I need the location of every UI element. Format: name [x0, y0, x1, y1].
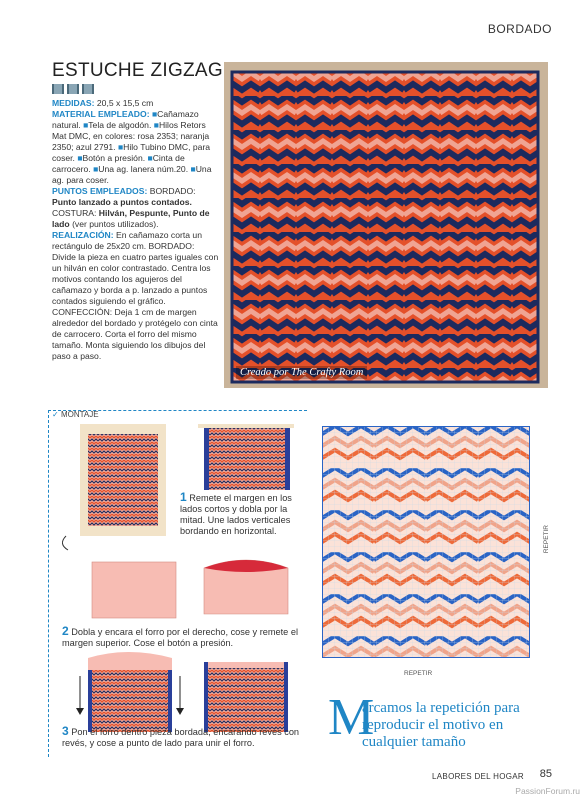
- puntos-bordado: Punto lanzado a puntos contados.: [52, 197, 192, 207]
- step3-assembly: [76, 652, 184, 732]
- difficulty-rating: [52, 84, 94, 94]
- step2-lining-folded: [204, 560, 288, 614]
- puntos-costura: Hilván, Pespunte, Punto de lado: [52, 208, 210, 229]
- spool-icon: [82, 84, 94, 94]
- material-item: Cinta de carrocero.: [52, 153, 185, 174]
- material-paragraph: MATERIAL EMPLEADO: ■Cañamazo natural. ■Tela de algodón. ■Hilos Retors Mat DMC, en colores: rosa 2353; naranja 2350; azul 2791. ■Hilo Tubino DMC, para coser. ■Botón a presión. ■Cinta de carrocero. ■Una ag. lanera núm.20. ■Una ag. para coser.: [52, 109, 212, 185]
- step-text: Dobla y encara el forro por el derecho, cose y remete el margen superior. Cose el botón a presión.: [62, 627, 298, 648]
- page-title: ESTUCHE ZIGZAG: [52, 60, 223, 81]
- needle-icon: ✓: [52, 410, 59, 419]
- material-item: Cañamazo natural.: [52, 109, 199, 130]
- material-item: Hilo Tubino DMC, para coser.: [52, 142, 211, 163]
- spool-icon: [67, 84, 79, 94]
- step-number: 1: [180, 490, 187, 504]
- puntos-note: (ver puntos utilizados).: [72, 219, 159, 229]
- montaje-label: ✓ MONTAJE: [52, 410, 99, 419]
- step-1: [180, 492, 300, 537]
- repeat-label-vertical: REPETIR: [543, 525, 550, 554]
- step-number: 2: [62, 624, 69, 638]
- instructions-column: [52, 98, 220, 362]
- embroidery-photo: [224, 62, 548, 388]
- step3-finished: [204, 662, 288, 732]
- pull-quote-text: arcamos la repetición para reproducir el motivo en cualquier tamaño: [362, 700, 520, 750]
- page-number: 85: [539, 768, 552, 780]
- puntos-costura-prefix: COSTURA:: [52, 208, 97, 218]
- material-item: Una ag. lanera núm.20.: [98, 164, 189, 174]
- step1-folded-piece: [198, 424, 294, 490]
- puntos-paragraph: [52, 186, 220, 230]
- step-3: [62, 726, 302, 749]
- montaje-illustrations: [58, 418, 304, 748]
- material-item: Hilos Retors Mat DMC, en colores: rosa 2353; naranja 2350; azul 2791.: [52, 120, 210, 152]
- realizacion-text: En cañamazo corta un rectángulo de 25x20 cm. BORDADO: Divide la pieza en cuatro partes iguales con un hilván en color contrastado. Centra los motivos contando los agujeros del cañamazo y borda a p. lanzado a puntos contados siguiendo el gráfico. CONFECCIÓN: Deja 1 cm de margen alrededor del bordado y protégelo con cinta de carrocero. Corta el forro del mismo tamaño. Monta siguiendo los dibujos del paso a paso.: [52, 230, 219, 361]
- step2-lining-flat: [92, 562, 176, 618]
- step-number: 3: [62, 724, 69, 738]
- magazine-name: LABORES DEL HOGAR: [432, 772, 524, 781]
- puntos-label: PUNTOS EMPLEADOS:: [52, 186, 148, 196]
- step1-flat-piece: [62, 424, 166, 550]
- spool-icon: [52, 84, 64, 94]
- medidas-label: MEDIDAS:: [52, 98, 95, 108]
- medidas-text: 20,5 x 15,5 cm: [96, 98, 154, 108]
- step-text: Pon el forro dentro pieza bordada, encarando revés con revés, y cose a punto de lado para unir el forro.: [62, 727, 300, 748]
- photo-credit: Creado por The Crafty Room: [236, 366, 367, 379]
- material-item: Una ag. para coser.: [52, 164, 212, 185]
- section-label: BORDADO: [487, 22, 552, 36]
- step-text: Remete el margen en los lados cortos y dobla por la mitad. Une lados verticales bordando en horizontal.: [180, 493, 292, 536]
- puntos-bordado-prefix: BORDADO:: [149, 186, 196, 196]
- repeat-label-horizontal: REPETIR: [404, 670, 433, 677]
- material-item: Tela de algodón.: [88, 120, 152, 130]
- material-label: MATERIAL EMPLEADO:: [52, 109, 150, 119]
- material-item: Botón a presión.: [82, 153, 146, 163]
- realizacion-paragraph: [52, 230, 220, 362]
- watermark: PassionForum.ru: [515, 786, 580, 796]
- medidas-paragraph: [52, 98, 220, 109]
- stitch-chart: [322, 426, 530, 658]
- step-2: [62, 626, 302, 649]
- pull-quote-initial: M: [328, 689, 375, 746]
- realizacion-label: REALIZACIÓN:: [52, 230, 114, 240]
